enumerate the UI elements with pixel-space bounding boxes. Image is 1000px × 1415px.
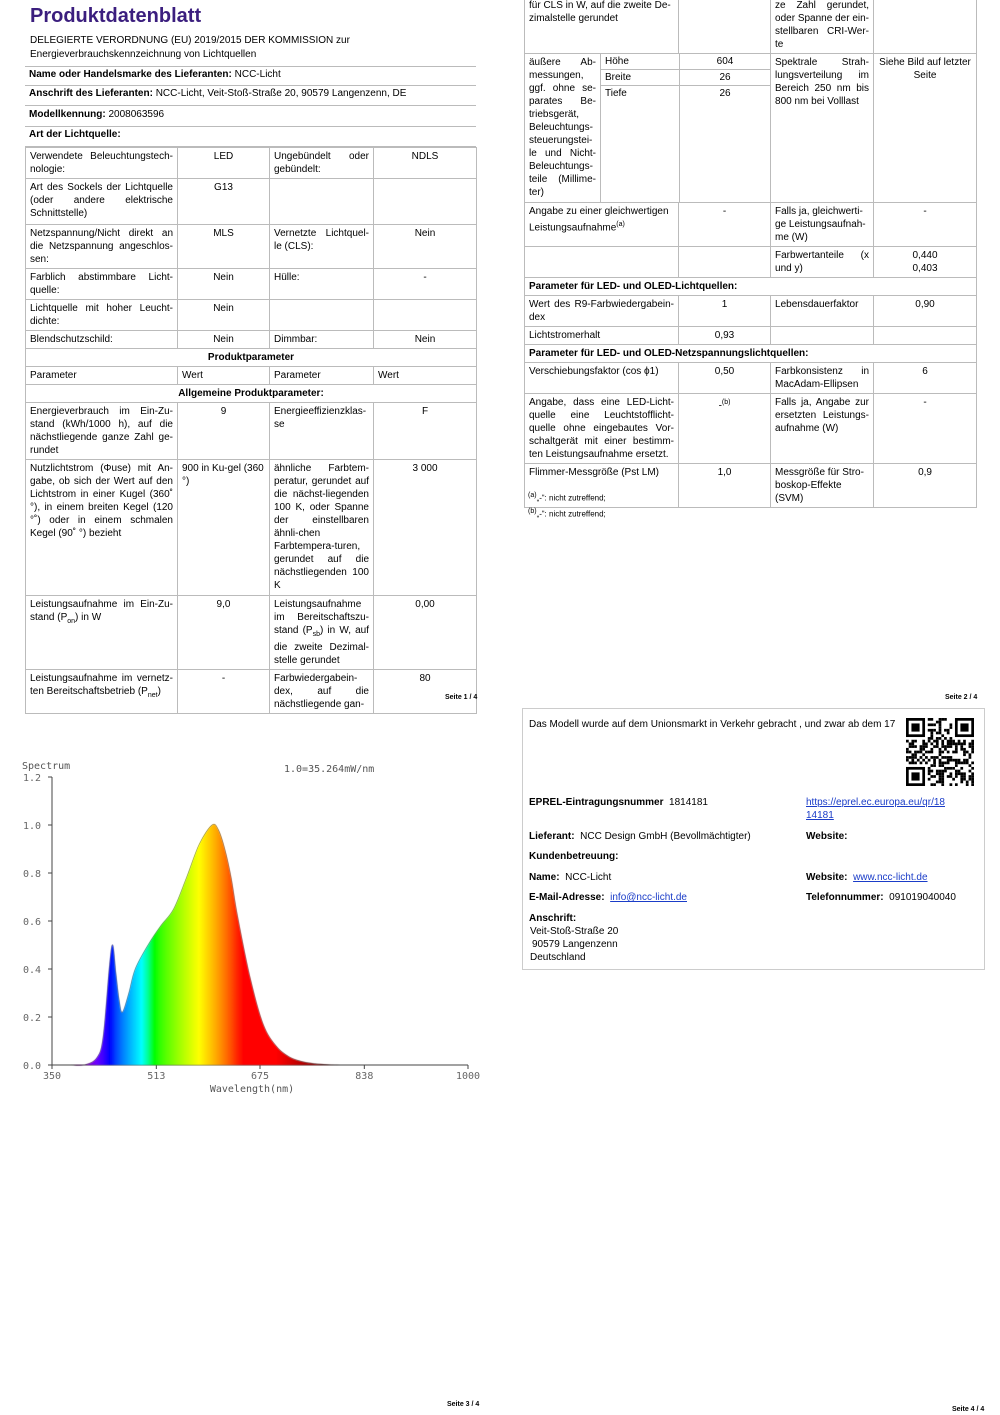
spectral-label: Spektrale Strah-lungsverteilung im Bereich 250 nm bis 800 nm bei Volllast (771, 54, 874, 203)
market-text: Das Modell wurde auf dem Unionsmarkt in Verkehr gebracht , und zwar ab dem 17 (529, 719, 896, 730)
param-value (374, 179, 477, 225)
supplier-name-value: NCC-Licht (234, 69, 281, 80)
x-tick-label: 838 (355, 1071, 374, 1082)
param-label: Dimmbar: (270, 331, 374, 349)
equiv-value: - (679, 203, 771, 247)
replace-yes-label: Falls ja, Angabe zur ersetzten Leistungs-aufnahme (W) (771, 394, 874, 464)
table-row (525, 363, 977, 394)
supplier-row (529, 830, 751, 843)
column-header: Wert (178, 367, 270, 385)
chart-ylabel: Spectrum (22, 761, 71, 772)
table-row (525, 54, 977, 203)
param-label: Netzspannung/Nicht direkt an die Netzspannung angeschlos-sen: (26, 225, 178, 269)
param-label: Leistungsaufnahme im Bereitschaftszu-stand $(P_{sb})$ in W, auf die zweite Dezimal-stelle gerundet (270, 596, 374, 670)
r9-value: 1 (679, 296, 771, 327)
supplier-name-label: Name oder Handelsmarke des Lieferanten: (29, 69, 232, 80)
dimension-row (601, 70, 770, 86)
param-label: für CLS in W, auf die zweite De-zimalstelle gerundet (525, 0, 679, 54)
x-tick-label: 350 (42, 1071, 62, 1082)
led-oled-net-heading: Parameter für LED- und OLED-Netzspannungslichtquellen: (525, 345, 977, 363)
dimension-label: Höhe (601, 54, 680, 69)
regulation-text (30, 34, 470, 62)
column-header: Parameter (26, 367, 178, 385)
light-source-type-label: Art der Lichtquelle: (29, 129, 121, 140)
dimension-value: 26 (719, 72, 731, 83)
website-row (806, 830, 848, 843)
website2-label: Website: (806, 872, 848, 883)
flicker-value: 1,0 (679, 464, 771, 508)
param-label: Leistungsaufnahme im Ein-Zu-stand $(P_{on})$ in W (26, 596, 178, 670)
email-link[interactable]: info@ncc-licht.de (610, 892, 687, 903)
param-label: Hülle: (270, 269, 374, 300)
produktparameter-heading: Produktparameter (26, 349, 477, 367)
chroma-x: 0,440 (912, 250, 938, 261)
param-label: Leistungsaufnahme im vernetz-ten Bereitschaftsbetrieb $(P_{net})$ (26, 670, 178, 714)
led-oled-heading: Parameter für LED- und OLED-Lichtquellen: (525, 278, 977, 296)
table-row (525, 296, 977, 327)
page-number: Seite 3 / 4 (447, 1401, 480, 1408)
y-tick-label: 1.2 (23, 773, 42, 784)
param-value: Nein (374, 225, 477, 269)
chart-xlabel: Wavelength(nm) (209, 1084, 295, 1095)
param-value: Nein (178, 300, 270, 331)
param-value: 9 (178, 403, 270, 460)
param-value: MLS (178, 225, 270, 269)
dimensions-label: äußere Ab-messungen, ggf. ohne se-parates Be-triebsgerät, Beleuchtungs-steuerungstei-le und Nicht-Beleuchtungs-teile (Millime-ter) (525, 54, 601, 203)
dimensions-cell (601, 54, 771, 203)
empty-cell (679, 247, 771, 278)
supplier-name-row (25, 66, 476, 86)
email-label: E-Mail-Adresse: (529, 892, 605, 903)
address-block (529, 912, 618, 964)
param-value (374, 300, 477, 331)
footnote-mark: (b) (528, 508, 537, 515)
supplier-value: NCC Design GmbH (Bevollmächtigter) (580, 831, 751, 842)
table-row (525, 327, 977, 345)
column-header: Parameter (270, 367, 374, 385)
phone-label: Telefonnummer: (806, 892, 884, 903)
param-label: Farbwiedergabein-dex, auf die nächstliegende gan- (270, 670, 374, 714)
y-tick-label: 0.6 (23, 917, 42, 928)
supplier-label: Lieferant: (529, 831, 575, 842)
param-value: Nein (374, 331, 477, 349)
email-row (529, 891, 687, 904)
dimension-value: 604 (716, 56, 734, 67)
ifyes-label: Falls ja, gleichwerti-ge Leistungsaufnah-me (W) (771, 203, 874, 247)
table-row (26, 148, 477, 179)
regulation-line-2: Energieverbrauchskennzeichnung von Lichtquellen (30, 49, 257, 60)
param-label (270, 300, 374, 331)
param-value (874, 0, 977, 54)
spectrum-area (71, 824, 340, 1065)
param-label: Nutzlichtstrom (Φuse) mit An-gabe, ob sich der Wert auf den Lichtstrom in einer Kugel (360˚ °), in einem breiten Kegel (120 °˚) oder in einem schmalen Kegel (90˚ °) bezieht (26, 460, 178, 596)
model-value: 2008063596 (108, 109, 165, 120)
table-row (26, 403, 477, 460)
equiv-label-text: Angabe zu einer gleichwertigen Leistungsaufnahme (529, 206, 669, 234)
param-value: 900 in Ku-gel (360 °) (178, 460, 270, 596)
param-label: ze Zahl gerundet, oder Spanne der ein-stellbaren CRI-Wer-te (771, 0, 874, 54)
page-number: Seite 1 / 4 (445, 694, 478, 701)
table-row (26, 460, 477, 596)
param-value: Nein (178, 269, 270, 300)
strobo-value: 0,9 (874, 464, 977, 508)
param-value: NDLS (374, 148, 477, 179)
param-value: LED (178, 148, 270, 179)
chart-title: 1.0=35.264mW/nm (284, 764, 375, 775)
column-header: Wert (374, 367, 477, 385)
param-label (270, 179, 374, 225)
qr-code-icon[interactable] (906, 718, 974, 786)
param-value: 0,00 (374, 596, 477, 670)
chroma-y: 0,403 (912, 263, 938, 274)
replace-value-text: - (718, 400, 722, 412)
eprel-link-line-1[interactable]: https://eprel.ec.europa.eu/qr/18 (806, 797, 945, 808)
name-value: NCC-Licht (565, 872, 612, 883)
equiv-label (525, 203, 679, 247)
chroma-value (874, 247, 977, 278)
footnote-text: „-“: nicht zutreffend; (536, 493, 606, 503)
x-tick-label: 1000 (455, 1071, 481, 1082)
replace-value (679, 394, 771, 464)
dimension-label: Breite (601, 70, 680, 85)
spectrum-chart (22, 755, 482, 1100)
table-row (525, 247, 977, 278)
footnote-text: „-“: nicht zutreffend; (536, 509, 606, 519)
replace-label: Angabe, dass eine LED-Licht-quelle eine Leuchtstofflicht-quelle ohne eingebautes Vor-schaltgerät mit einer bestimm-ten Leistungsaufnahme ersetzt. (525, 394, 679, 464)
table-row (26, 269, 477, 300)
table-row (26, 225, 477, 269)
address-line: 90579 Langenzenn (532, 939, 618, 950)
name-label: Name: (529, 872, 560, 883)
section-row (525, 278, 977, 296)
param-value: - (374, 269, 477, 300)
y-tick-label: 0.0 (23, 1061, 42, 1072)
param-label: Blendschutzschild: (26, 331, 178, 349)
table-row (26, 670, 477, 714)
shift-label: Verschiebungsfaktor (cos ϕ1) (525, 363, 679, 394)
eprel-link[interactable] (806, 796, 945, 822)
y-tick-label: 1.0 (23, 821, 42, 832)
x-tick-label: 675 (250, 1071, 270, 1082)
website-label: Website: (806, 831, 848, 842)
section-row (26, 349, 477, 367)
address-line: Deutschland (530, 952, 586, 963)
table-row (26, 596, 477, 670)
replace-yes-value: - (874, 394, 977, 464)
supplier-address-label: Anschrift des Lieferanten: (29, 88, 153, 99)
life-label: Lebensdauerfaktor (771, 296, 874, 327)
footnote-b (528, 508, 606, 519)
strobo-label: Messgröße für Stro-boskop-Effekte (SVM) (771, 464, 874, 508)
footnote-mark: (a) (528, 492, 537, 499)
param-label: Energieverbrauch im Ein-Zu-stand (kWh/1000 h), auf die nächstliegende ganze Zahl ge-rundet (26, 403, 178, 460)
phone-row (806, 891, 956, 904)
dimension-row (601, 86, 770, 202)
address-label: Anschrift: (529, 913, 577, 924)
light-source-type-row (25, 127, 476, 147)
flux-value: 0,93 (679, 327, 771, 345)
eprel-label: EPREL-Eintragungsnummer (529, 797, 664, 808)
x-tick-label: 513 (147, 1071, 166, 1082)
param-value: Nein (178, 331, 270, 349)
table-row (525, 203, 977, 247)
param-label: ähnliche Farbtem-peratur, gerundet auf die nächst-liegenden 100 K, oder Spanne der einstellbaren ähnli-chen Farbtempera-turen, gerundet auf die nächstliegenden 100 K (270, 460, 374, 596)
consist-value: 6 (874, 363, 977, 394)
empty-cell (525, 247, 679, 278)
eprel-row (529, 796, 708, 809)
y-tick-label: 0.8 (23, 869, 42, 880)
table-row (525, 394, 977, 464)
supplier-address-value: NCC-Licht, Veit-Stoß-Straße 20, 90579 Langenzenn, DE (155, 88, 407, 99)
supplier-address-row (25, 86, 476, 106)
website2-link[interactable]: www.ncc-licht.de (853, 872, 928, 883)
customer-service-row (529, 850, 618, 863)
param-label: Ungebündelt oder gebündelt: (270, 148, 374, 179)
website2-row (806, 871, 928, 884)
name-row (529, 871, 611, 884)
table-row (525, 0, 977, 54)
param-value: 80 (374, 670, 477, 714)
page-title: Produktdatenblatt (30, 5, 202, 27)
page-number: Seite 2 / 4 (945, 694, 978, 701)
dimension-label: Tiefe (601, 86, 680, 202)
empty-cell (771, 327, 874, 345)
address-line: Veit-Stoß-Straße 20 (530, 926, 619, 937)
dimension-row (601, 54, 770, 70)
regulation-line-1: DELEGIERTE VERORDNUNG (EU) 2019/2015 DER KOMMISSION zur (30, 35, 350, 46)
table-row (26, 331, 477, 349)
dimension-value: 26 (719, 88, 731, 99)
flux-label: Lichtstromerhalt (525, 327, 679, 345)
param-label: Art des Sockels der Lichtquelle (oder andere elektrische Schnittstelle) (26, 179, 178, 225)
param-value: - (178, 670, 270, 714)
empty-cell (874, 327, 977, 345)
param-value: 9,0 (178, 596, 270, 670)
page-number: Seite 4 / 4 (952, 1406, 985, 1413)
chroma-label: Farbwertanteile (x und y) (771, 247, 874, 278)
customer-label: Kundenbetreuung: (529, 851, 619, 862)
footnote-a (528, 492, 606, 503)
param-label: Vernetzte Lichtquel-le (CLS): (270, 225, 374, 269)
y-tick-label: 0.4 (23, 965, 42, 976)
ifyes-value: - (874, 203, 977, 247)
life-value: 0,90 (874, 296, 977, 327)
chart-plot (23, 773, 480, 1082)
flicker-label: Flimmer-Messgröße (Pst LM) (525, 464, 679, 508)
param-value: F (374, 403, 477, 460)
model-label: Modellkennung: (29, 109, 106, 120)
shift-value: 0,50 (679, 363, 771, 394)
page2-table (524, 0, 977, 508)
light-source-table (25, 147, 477, 714)
eprel-value: 1814181 (669, 797, 708, 808)
param-label: Farblich abstimmbare Licht-quelle: (26, 269, 178, 300)
eprel-link-line-2[interactable]: 14181 (806, 810, 834, 821)
footnote-mark: (a) (616, 221, 625, 228)
model-row (25, 107, 476, 127)
table-row (26, 179, 477, 225)
param-value (679, 0, 771, 54)
section-row (525, 345, 977, 363)
table-row (26, 300, 477, 331)
param-label: Lichtquelle mit hoher Leucht-dichte: (26, 300, 178, 331)
param-label: Energieeffizienzklas-se (270, 403, 374, 460)
column-header-row (26, 367, 477, 385)
consist-label: Farbkonsistenz in MacAdam-Ellipsen (771, 363, 874, 394)
footnote-mark: (b) (721, 399, 731, 406)
spectral-value: Siehe Bild auf letzter Seite (874, 54, 977, 203)
param-label: Verwendete Beleuchtungstech-nologie: (26, 148, 178, 179)
y-tick-label: 0.2 (23, 1013, 42, 1024)
allgemeine-heading: Allgemeine Produktparameter: (26, 385, 477, 403)
param-value: 3 000 (374, 460, 477, 596)
phone-value: 091019040040 (889, 892, 956, 903)
param-value: G13 (178, 179, 270, 225)
r9-label: Wert des R9-Farbwiedergabein-dex (525, 296, 679, 327)
section-row (26, 385, 477, 403)
